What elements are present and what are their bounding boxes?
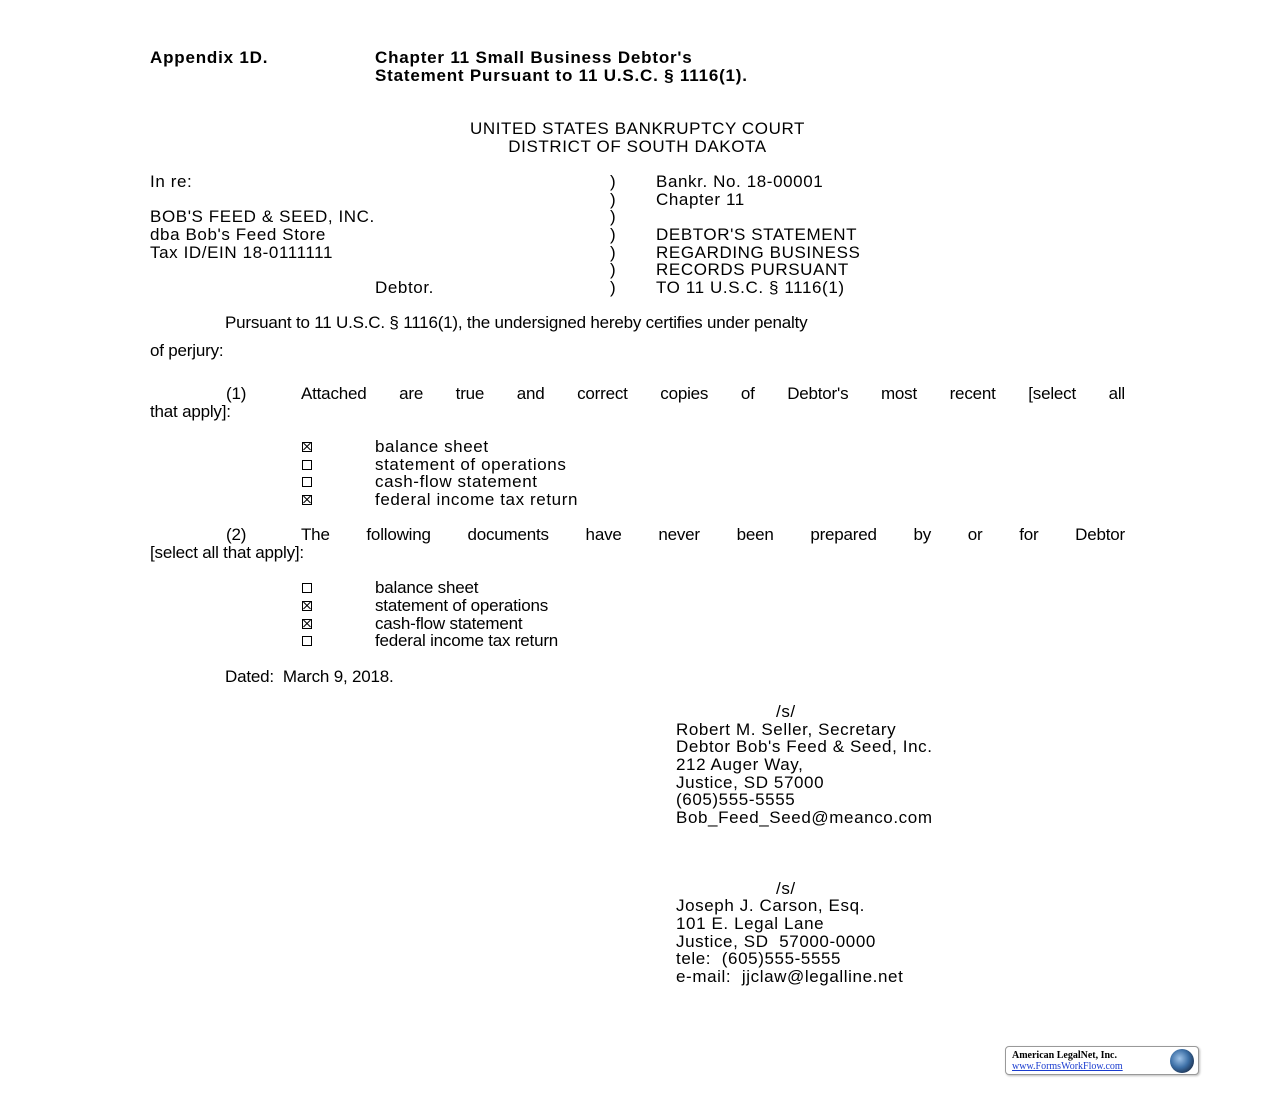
- section1-item-label: statement of operations: [375, 455, 567, 474]
- caption-paren: ): [610, 260, 617, 279]
- document-title-2: REGARDING BUSINESS: [656, 243, 861, 262]
- intro-paragraph-line1: Pursuant to 11 U.S.C. § 1116(1), the undersigned hereby certifies under penalty: [225, 313, 808, 332]
- signer1-line: Justice, SD 57000: [676, 773, 825, 792]
- section2-item-label: statement of operations: [375, 596, 549, 615]
- section2-number: (2): [226, 525, 247, 544]
- chapter-label: Chapter 11: [656, 190, 745, 209]
- american-legalnet-logo[interactable]: [1005, 1046, 1199, 1075]
- caption-paren: ): [610, 207, 617, 226]
- section2-checkbox-statement-of-operations[interactable]: [302, 601, 312, 611]
- debtor-name: BOB'S FEED & SEED, INC.: [150, 207, 375, 226]
- section2-checkbox-federal-income-tax-return[interactable]: [302, 636, 312, 646]
- section1-text-line1: Attached are true and correct copies of Debtor's most recent [select all: [301, 384, 1125, 403]
- section1-checkbox-cash-flow-statement[interactable]: [302, 477, 312, 487]
- section2-item-label: cash-flow statement: [375, 614, 523, 633]
- court-name: UNITED STATES BANKRUPTCY COURT: [469, 119, 806, 138]
- attorney-line: 101 E. Legal Lane: [676, 914, 825, 933]
- caption-paren: ): [610, 172, 617, 191]
- signer1-line: Debtor Bob's Feed & Seed, Inc.: [676, 737, 933, 756]
- section1-text-line2: that apply]:: [150, 402, 231, 421]
- document-title-4: TO 11 U.S.C. § 1116(1): [656, 278, 845, 297]
- caption-paren: ): [610, 225, 617, 244]
- logo-company-name: American LegalNet, Inc.: [1012, 1050, 1117, 1061]
- attorney-phone: tele: (605)555-5555: [676, 949, 842, 968]
- caption-paren: ): [610, 278, 617, 297]
- section2-item-label: balance sheet: [375, 578, 479, 597]
- case-number: Bankr. No. 18-00001: [656, 172, 824, 191]
- section1-item-label: federal income tax return: [375, 490, 579, 509]
- section2-text-line1: The following documents have never been prepared by or for Debtor: [301, 525, 1125, 544]
- attorney-line: Justice, SD 57000-0000: [676, 932, 876, 951]
- logo-url-link[interactable]: www.FormsWorkFlow.com: [1012, 1061, 1123, 1072]
- form-title-line2: Statement Pursuant to 11 U.S.C. § 1116(1).: [375, 66, 748, 85]
- signer1-line: 212 Auger Way,: [676, 755, 804, 774]
- section1-checkbox-balance-sheet[interactable]: [302, 442, 312, 452]
- section1-item-label: balance sheet: [375, 437, 489, 456]
- signer1-email[interactable]: Bob_Feed_Seed@meanco.com: [676, 808, 933, 827]
- debtor-tax-id: Tax ID/EIN 18-0111111: [150, 243, 334, 262]
- court-district: DISTRICT OF SOUTH DAKOTA: [508, 137, 767, 156]
- globe-icon: [1170, 1049, 1194, 1073]
- section1-checkbox-statement-of-operations[interactable]: [302, 460, 312, 470]
- document-title-3: RECORDS PURSUANT: [656, 260, 849, 279]
- in-re-label: In re:: [150, 172, 193, 191]
- debtor-label: Debtor.: [375, 278, 435, 297]
- attorney-email[interactable]: e-mail: jjclaw@legalline.net: [676, 967, 904, 986]
- document-title-1: DEBTOR'S STATEMENT: [656, 225, 858, 244]
- section1-checkbox-federal-income-tax-return[interactable]: [302, 495, 312, 505]
- debtor-dba: dba Bob's Feed Store: [150, 225, 326, 244]
- intro-paragraph-line2: of perjury:: [150, 341, 224, 360]
- signer1-phone: (605)555-5555: [676, 790, 796, 809]
- caption-paren: ): [610, 190, 617, 209]
- section2-checkbox-balance-sheet[interactable]: [302, 583, 312, 593]
- caption-paren: ): [610, 243, 617, 262]
- section1-number: (1): [226, 384, 247, 403]
- signature-mark: /s/: [776, 879, 796, 898]
- signer1-line: Robert M. Seller, Secretary: [676, 720, 897, 739]
- section2-checkbox-cash-flow-statement[interactable]: [302, 619, 312, 629]
- section2-item-label: federal income tax return: [375, 631, 559, 650]
- appendix-label: Appendix 1D.: [150, 48, 269, 67]
- attorney-line: Joseph J. Carson, Esq.: [676, 896, 865, 915]
- section2-text-line2: [select all that apply]:: [150, 543, 304, 562]
- section1-item-label: cash-flow statement: [375, 472, 538, 491]
- signature-mark: /s/: [776, 702, 796, 721]
- dated-line: Dated: March 9, 2018.: [225, 667, 394, 686]
- form-title-line1: Chapter 11 Small Business Debtor's: [375, 48, 693, 67]
